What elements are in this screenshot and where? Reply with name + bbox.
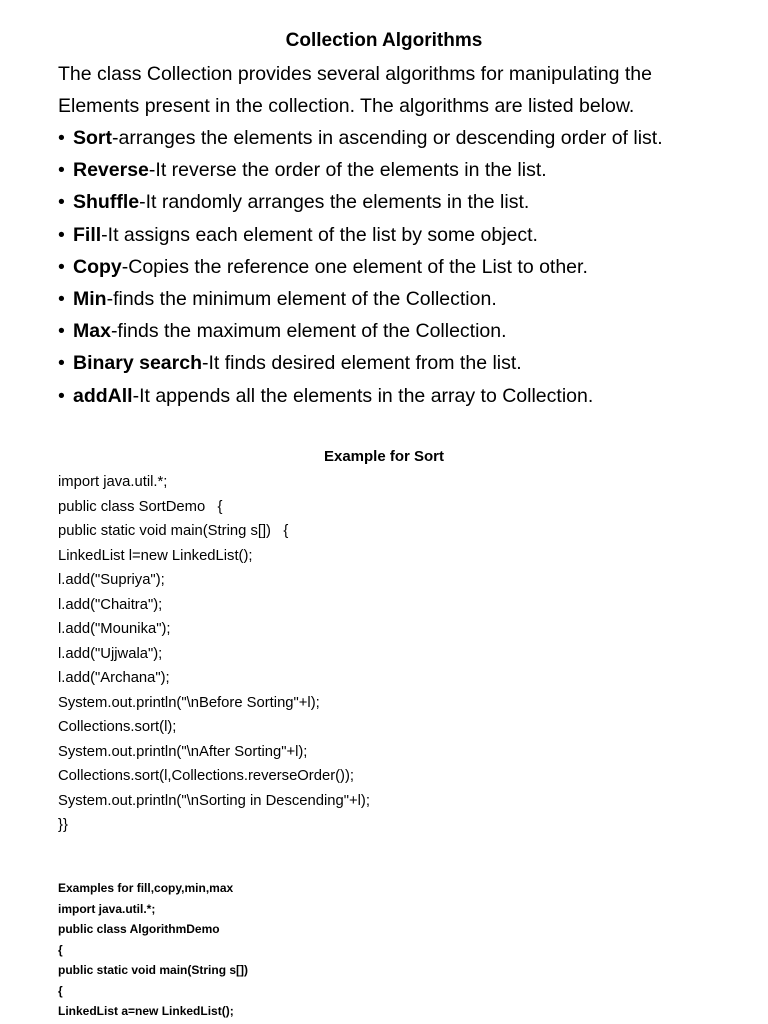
algorithm-description: -It reverse the order of the elements in the list. — [148, 159, 547, 182]
bullet-marker: • — [58, 159, 65, 182]
code-line: public static void main(String s[]) { — [58, 523, 289, 539]
code-line: Collections.sort(l,Collections.reverseOrder()); — [58, 768, 355, 784]
algorithm-item — [58, 315, 748, 347]
algorithm-description: -It finds desired element from the list. — [202, 352, 522, 375]
intro-paragraph: The class Collection provides several algorithms for manipulating the Elements present in the collection. The algorithms are listed below. — [58, 63, 652, 117]
algorithm-item — [58, 219, 748, 251]
second-example-code — [58, 878, 738, 1022]
bullet-marker: • — [58, 223, 65, 246]
code-line: l.add("Supriya"); — [58, 572, 165, 588]
algorithm-name: Max — [73, 320, 111, 343]
algorithm-description: -finds the minimum element of the Collection. — [106, 288, 497, 311]
algorithm-item — [58, 122, 748, 154]
algorithm-list — [58, 122, 748, 412]
algorithm-description: -It appends all the elements in the array to Collection. — [132, 384, 594, 407]
bullet-marker: • — [58, 127, 65, 149]
algorithm-name: Reverse — [73, 159, 149, 182]
code-line: Collections.sort(l); — [58, 719, 177, 735]
code-line: public static void main(String s[]) — [58, 963, 249, 977]
algorithm-description: -It assigns each element of the list by some object. — [101, 223, 538, 246]
algorithm-name: Shuffle — [73, 191, 140, 214]
bullet-marker: • — [58, 255, 65, 278]
code-line: l.add("Archana"); — [58, 670, 170, 686]
sort-example-heading: Example for Sort — [323, 448, 445, 465]
algorithm-item — [58, 347, 748, 379]
algorithm-description: -Copies the reference one element of the List to other. — [121, 255, 588, 278]
algorithm-item — [58, 380, 748, 412]
code-line: System.out.println("\nSorting in Descending"+l); — [58, 792, 370, 809]
algorithm-item — [58, 251, 748, 283]
algorithm-item — [58, 283, 748, 315]
bullet-marker: • — [58, 191, 65, 214]
code-line: { — [58, 983, 63, 998]
code-line: l.add("Mounika"); — [58, 621, 171, 637]
algorithm-item — [58, 154, 748, 186]
algorithm-description: -arranges the elements in ascending or descending order of list. — [112, 127, 663, 149]
algorithm-name: Fill — [73, 223, 102, 246]
algorithm-name: Sort — [73, 127, 112, 149]
code-line: l.add("Ujjwala"); — [58, 645, 163, 662]
algorithm-name: addAll — [73, 384, 133, 407]
code-line: { — [58, 942, 63, 957]
algorithm-description: -It randomly arranges the elements in the list. — [139, 191, 530, 214]
algorithm-description: -finds the maximum element of the Collection. — [110, 320, 507, 343]
code-line: LinkedList l=new LinkedList(); — [58, 547, 253, 564]
code-line: System.out.println("\nBefore Sorting"+l); — [58, 694, 320, 711]
code-line: public class AlgorithmDemo — [58, 922, 220, 936]
code-line: import java.util.*; — [58, 474, 168, 490]
code-line: public class SortDemo { — [58, 498, 223, 515]
algorithm-name: Copy — [73, 255, 122, 278]
bullet-marker: • — [58, 352, 65, 375]
code-line: l.add("Chaitra"); — [58, 596, 163, 613]
bullet-marker: • — [58, 384, 65, 407]
code-line: import java.util.*; — [58, 901, 156, 916]
code-line: System.out.println("\nAfter Sorting"+l); — [58, 743, 308, 760]
algorithm-name: Binary search — [73, 352, 202, 375]
algorithm-name: Min — [73, 288, 107, 311]
document-title: Collection Algorithms — [285, 30, 483, 51]
bullet-marker: • — [58, 288, 65, 311]
code-line: LinkedList a=new LinkedList(); — [58, 1004, 234, 1018]
code-line: }} — [58, 817, 68, 833]
algorithm-item — [58, 186, 748, 218]
bullet-marker: • — [58, 320, 65, 343]
code-line: Examples for fill,copy,min,max — [58, 881, 234, 895]
sort-example-code — [58, 470, 738, 838]
